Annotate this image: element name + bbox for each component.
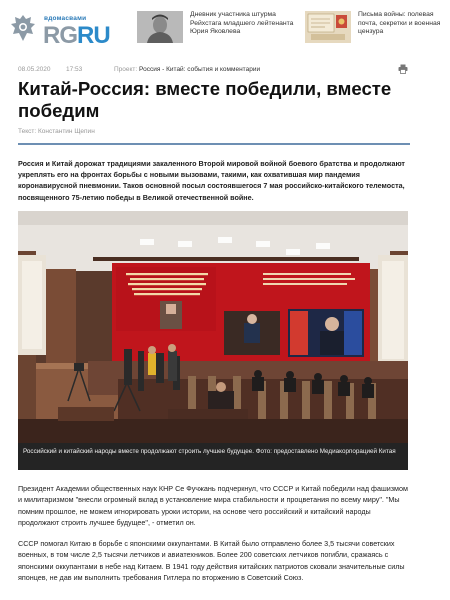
conference-photo-image [18, 211, 408, 443]
war-letter-photo-icon [305, 11, 351, 43]
article-meta [18, 64, 418, 76]
article-paragraph: Президент Академии общественных наук КНР Се Фучжань подчеркнул, что СССР и Китай победили над фашизмом и милитаризмом "внесли огромный вклад в установление мира стабильности и процветания по всему миру". "Мы помним прошлое, не можем игнорировать уроки истории, на основе чего российский и китайский народы продолжают строить лучшее будущее", - отметил он. [18, 484, 408, 528]
photo-caption: Российский и китайский народы вместе продолжают строить лучшее будущее. Фото: предоставлено Медиакорпорацией Китая [18, 443, 408, 470]
promo-item-letters[interactable] [305, 11, 442, 43]
promo-item-diary[interactable] [137, 11, 300, 43]
article-project [114, 66, 260, 73]
article-author: Текст: Константин Щепин [18, 128, 95, 135]
logo-rg-text: RG [43, 22, 77, 49]
site-logo[interactable] [43, 22, 110, 50]
promo-text: Письма войны: полевая почта, секретки и военная цензура [358, 11, 441, 36]
eagle-emblem-icon[interactable] [9, 12, 37, 44]
project-label: Проект: [114, 66, 138, 73]
title-divider [18, 143, 410, 145]
logo-tagline: вдомасвами [44, 15, 87, 22]
site-header [0, 0, 450, 58]
promo-text: Дневник участника штурма Рейхстага младшего лейтенанта Юрия Яковлева [190, 11, 294, 36]
project-link[interactable]: Россия - Китай: события и комментарии [139, 66, 261, 73]
portrait-photo-icon [137, 11, 183, 43]
print-icon[interactable] [398, 64, 408, 74]
article-date: 08.05.2020 [18, 66, 51, 73]
article-time: 17:53 [66, 66, 83, 73]
article-photo[interactable] [18, 211, 408, 443]
logo-ru-text: RU [77, 22, 110, 49]
article-title: Китай-Россия: вместе победили, вместе победим [18, 78, 392, 121]
article-paragraph: СССР помогал Китаю в борьбе с японскими оккупантами. В Китай было отправлено более 3,5 тысячи советских военных, в том числе 2,5 тысячи летчиков и авиатехников. Более 200 советских летчиков погибли, сражаясь с японскими оккупантами в небе над Китаем. В 1941 году действия китайских патриотов сковали значительные силы японцев, не дав им выполнить требования Гитлера по вторжению в Советский Союз. [18, 539, 405, 583]
article-lead: Россия и Китай дорожат традициями закаленного Второй мировой войной боевого братства и продолжают укреплять его на фронтах борьбы с новыми вызовами, такими, как охватившая мир пандемия коронавирусной пневмонии. Таков основной посыл состоявшегося 7 мая российско-китайского телемоста, посвященного 75-летию победы в Великой отечественной войне. [18, 159, 405, 202]
